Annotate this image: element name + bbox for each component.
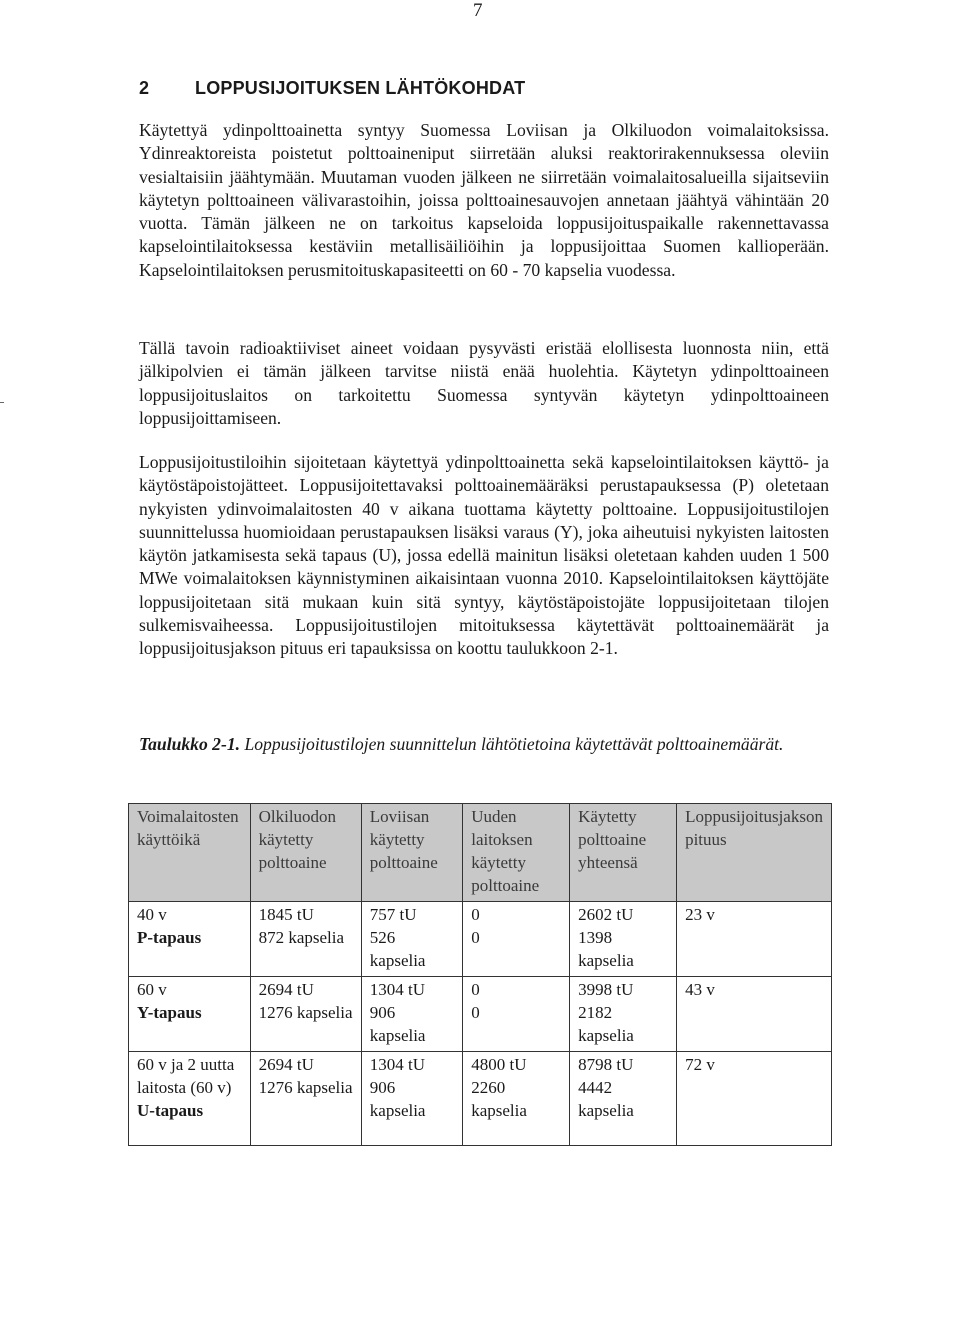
tu-value: 1304 tU [369,1055,426,1074]
capsule-value: 2182 kapselia [578,1003,634,1045]
capsule-value: 1276 kapselia [258,1003,353,1022]
tu-value: 2694 tU [258,1055,314,1074]
cell-total [570,977,677,1052]
cell-new-plant [463,1052,570,1146]
age-value: 60 v [137,980,167,999]
case-label: P-tapaus [137,928,202,947]
table-row [129,977,832,1052]
cell-loviisa [361,977,462,1052]
capsule-value: 4442 kapselia [578,1078,634,1120]
header-olkiluoto: Olkiluodon käytetty polttoaine [250,804,361,902]
age-value: 60 v ja 2 uutta laitosta (60 v) [137,1055,235,1097]
cell-period: 23 v [677,902,832,977]
capsule-value: 0 [471,928,480,947]
capsule-value: 0 [471,1003,480,1022]
tu-value: 2694 tU [258,980,314,999]
cell-total [570,1052,677,1146]
paragraph-1: Käytettyä ydinpolttoainetta syntyy Suomessa Loviisan ja Olkiluodon voimalaitoksissa. Ydinreaktoreista poistetut polttoaineniput siirretään aluksi reaktorirakennuksessa oleviin vesialtaisiin jäähtymään. Muutaman vuoden jälkeen ne siirretään voimalaitosalueilla sijaitseviin käytetyn polttoaineen välivarastoihin, joissa polttoainesauvojen annetaan jäähtyä vähintään 20 vuotta. Tämän jälkeen ne on tarkoitus kapseloida loppusijoituspaikalle rakennettavassa kapselointilaitoksessa kestäviin metallisäiliöihin ja loppusijoittaa Suomen kallioperään. Kapselointilaitoksen perusmitoituskapasiteetti on 60 - 70 kapselia vuodessa. [139,120,829,280]
paragraph-3: Loppusijoitustiloihin sijoitetaan käytettyä ydinpolttoainetta sekä kapselointilaitoksen käyttö- ja käytöstäpoistojätteet. Loppusijoitettavaksi polttoainemääräksi perustapauksessa (P) oletetaan nykyisten ydinvoimalaitosten 40 v aikana tuottama käytetty polttoaine. Loppusijoitustilojen suunnittelussa huomioidaan perustapauksen lisäksi varaus (Y), joka aiheutuisi nykyisten laitosten käytön jatkamisesta sekä tapaus (U), jossa edellä mainitun lisäksi oletetaan kahden uuden 1 500 MWe voimalaitoksen käynnistyminen aikaisintaan vuonna 2010. Kapselointilaitoksen käyttöjäte loppusijoitetaan sitä mukaan kuin sitä syntyy, käytöstäpoistojäte loppusijoitetaan tilojen sulkemisvaiheessa. Loppusijoitustilojen mitoituksessa käytettävät polttoainemäärät ja loppusijoitusjakson pituus eri tapauksissa on koottu taulukkoon 2-1. [139,452,829,659]
header-loviisa: Loviisan käytetty polttoaine [361,804,462,902]
tu-value: 0 [471,905,480,924]
cell-olkiluoto [250,902,361,977]
capsule-value: 906 kapselia [369,1003,426,1045]
paragraph-2: Tällä tavoin radioaktiiviset aineet voidaan pysyvästi eristää elollisesta luonnosta niin, että jälkipolvien ei tämän jälkeen tarvitse niistä enää huolehtia. Käytetyn ydinpolttoaineen loppusijoituslaitos on tarkoitettu Suomessa syntyvän käytetyn ydinpolttoaineen loppusijoittamiseen. [139,338,829,428]
tu-value: 757 tU [369,905,417,924]
page-number: 7 [473,0,483,21]
tu-value: 2602 tU [578,905,634,924]
case-label: Y-tapaus [137,1003,202,1022]
table-header-row [129,804,832,902]
tu-value: 3998 tU [578,980,634,999]
section-title: LOPPUSIJOITUKSEN LÄHTÖKOHDAT [195,78,526,98]
table-row [129,1052,832,1146]
capsule-value: 1276 kapselia [258,1078,353,1097]
capsule-value: 2260 kapselia [471,1078,527,1120]
section-number: 2 [139,78,150,98]
capsule-value: 1398 kapselia [578,928,634,970]
cell-period: 72 v [677,1052,832,1146]
cell-age [129,1052,251,1146]
header-new-plant: Uuden laitoksen käytetty polttoaine [463,804,570,902]
cell-loviisa [361,1052,462,1146]
cell-age [129,977,251,1052]
cell-new-plant [463,977,570,1052]
case-label: U-tapaus [137,1101,204,1120]
section-heading [139,78,525,99]
cell-olkiluoto [250,1052,361,1146]
table-caption-label: Taulukko 2-1. [139,734,241,754]
cell-loviisa [361,902,462,977]
capsule-value: 872 kapselia [258,928,345,947]
tu-value: 8798 tU [578,1055,634,1074]
age-value: 40 v [137,905,167,924]
capsule-value: 526 kapselia [369,928,426,970]
cell-age [129,902,251,977]
fuel-amounts-table [128,803,832,1146]
tu-value: 1304 tU [369,980,426,999]
cell-period: 43 v [677,977,832,1052]
tu-value: 0 [471,980,480,999]
tu-value: 1845 tU [258,905,314,924]
header-plant-age: Voimalaitosten käyttöikä [129,804,251,902]
table-row [129,902,832,977]
tu-value: 4800 tU [471,1055,527,1074]
cell-total [570,902,677,977]
cell-new-plant [463,902,570,977]
table-caption-text: Loppusijoitustilojen suunnittelun lähtötietoina käytettävät polttoainemäärät. [244,734,784,754]
header-total: Käytetty polttoaine yhteensä [570,804,677,902]
table-caption [139,733,829,756]
capsule-value: 906 kapselia [369,1078,426,1120]
margin-mark [0,402,4,403]
header-period: Loppusijoitusjakson pituus [677,804,832,902]
cell-olkiluoto [250,977,361,1052]
